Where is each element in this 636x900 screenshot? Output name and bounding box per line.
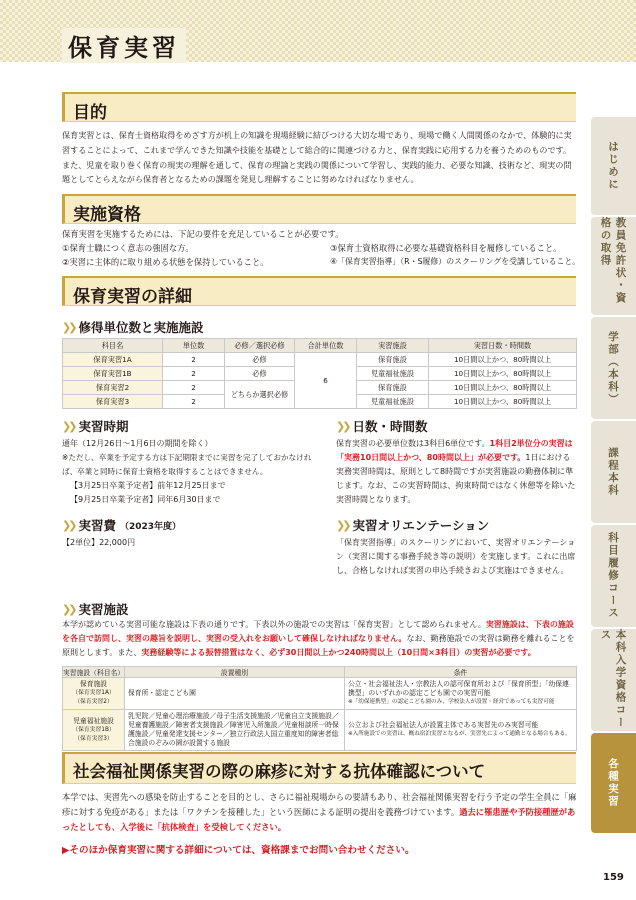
facility-name: 児童福祉施設 — [73, 716, 114, 725]
facility-subject: （保育実習3） — [74, 735, 113, 742]
cell-facility: 保育施設 — [357, 353, 429, 367]
period-line3: 【3月25日卒業予定者】前年12月25日まで — [70, 481, 226, 490]
units-heading — [62, 318, 203, 336]
col-units: 単位数 — [163, 339, 225, 353]
cell-units: 2 — [163, 367, 225, 381]
facility-heading — [62, 600, 128, 618]
cell-units: 2 — [163, 353, 225, 367]
cell-time: 10日間以上かつ、80時間以上 — [429, 353, 577, 367]
cell-condition — [345, 710, 577, 751]
col-condition: 条件 — [345, 667, 577, 678]
purpose-text: 保育実習とは、保育士資格取得をめざす方が机上の知識を現場経験に結びつける大切な場であり、現場で働く人間関係のなかで、体験的に実習することによって、これまで学んできた知識や技能を基礎として総合的に関連づける力と、保育実践に応用する力を養うためのものです。また、児童を取り巻く保育の現実の理解を通して、保育の理論と実践の関係について学習し、実践的能力、必要な知識、技術など、現実の問題としてとらえながら保育者となるための課題を発見し理解することに努めなければなりません。 — [62, 130, 572, 185]
units-header-row — [63, 339, 577, 353]
contact-note: ▶そのほか保育実習に関する詳細については、資格課までお問い合わせください。 — [62, 845, 415, 856]
period-line2: ※ただし、卒業を予定する方は下記期限までに実習を完了しておかなければ、卒業と同時に保育士資格を取得することはできません。 — [62, 453, 312, 476]
fee-heading-text: 実習費 — [78, 518, 116, 533]
condition-text: 公立および社会福祉法人が設置主体である実習先のみ実習可能 — [348, 721, 539, 729]
facility-text-2: 実習施設は、下表の施設を各自で訪問し、実習の趣旨を説明し、実習の受入れをお願いして確保しなければなりません。 — [62, 620, 574, 643]
chevron-icon: ❯❯ — [62, 419, 75, 433]
cell-time: 10日間以上かつ、80時間以上 — [429, 381, 577, 395]
cell-requirement: 必修 — [225, 367, 295, 381]
cell-facility: 児童福祉施設 — [357, 395, 429, 409]
cell-requirement: 必修 — [225, 353, 295, 367]
orientation-text: 「保育実習指導」のスクーリングにおいて、実習オリエンテーション（実習に関する事務手続き等の説明）を実施します。これに出席し、合格しなければ実習の申込手続きおよび実施はできません。 — [336, 538, 576, 575]
cell-time: 10日間以上かつ、80時間以上 — [429, 395, 577, 409]
facility-text-3: なお、勤務施設での実習は勤務を離れることを原則とします。また、 — [62, 634, 575, 657]
cell-subject: 保育実習2 — [63, 381, 163, 395]
cell-condition — [345, 678, 577, 710]
orientation-heading — [336, 516, 489, 534]
table-row — [63, 710, 577, 751]
table-row — [63, 678, 577, 710]
fee-text: 【2単位】22,000円 — [62, 538, 136, 547]
table-row — [63, 353, 577, 367]
days-text-2: 1科目2単位分の実習は「実務10日間以上かつ、80時間以上」が必要です。 — [336, 439, 573, 462]
antibody-text — [62, 790, 578, 835]
days-text-1: 保育実習の必要単位数は3科目6単位です。 — [336, 439, 490, 448]
cell-requirement: どちらか選択必修 — [225, 381, 295, 409]
section-heading-antibody: 社会福祉関係実習の際の麻疹に対する抗体確認について — [62, 752, 576, 784]
antibody-text-2: 過去に罹患歴や予防接種歴があったとしても、入学後に「抗体検査」を受検してください。 — [62, 807, 576, 832]
period-heading — [62, 417, 128, 435]
qualification-req3: ③保育士資格取得に必要な基礎資格科目を履修していること。 — [330, 243, 562, 253]
sidebar — [591, 117, 636, 835]
page-title: 保育実習 — [62, 28, 186, 63]
qualification-req4: ④「保育実習指導」（R・S履修）のスクーリングを受講していること。 — [330, 257, 581, 266]
col-facility-name: 実習施設（科目名） — [63, 667, 125, 678]
condition-note: ※「幼保連携型」の認定こども園のみ、学校法人が設置・経営であっても実習可能 — [348, 699, 555, 705]
col-facility: 実習施設 — [357, 339, 429, 353]
sidebar-item-intro[interactable]: はじめに — [591, 117, 636, 215]
section-heading-purpose: 目的 — [62, 92, 576, 122]
fee-heading-note: （2023年度） — [119, 521, 182, 532]
chevron-icon: ❯❯ — [62, 602, 75, 616]
units-heading-text: 修得単位数と実施施設 — [78, 320, 204, 335]
facility-heading-text: 実習施設 — [78, 602, 129, 617]
chevron-icon: ❯❯ — [62, 320, 75, 334]
facility-text-1: 本学が認めている実習可能な施設は下表の通りです。下表以外の施設での実習は「保育実習」として認められません。 — [62, 620, 486, 629]
orientation-heading-text: 実習オリエンテーション — [352, 518, 490, 533]
cell-facility-type: 保育所・認定こども園 — [125, 678, 345, 710]
qualification-req2: ②実習に主体的に取り組める状態を保持していること。 — [62, 257, 269, 267]
chevron-icon: ❯❯ — [336, 518, 349, 532]
section-heading-details: 保育実習の詳細 — [62, 276, 576, 306]
sidebar-item-practicum[interactable]: 各種実習 — [591, 733, 636, 833]
col-facility-type: 設置種別 — [125, 667, 345, 678]
sidebar-item-entry-course[interactable]: 本科入学資格コース — [591, 629, 636, 731]
col-subject: 科目名 — [63, 339, 163, 353]
facility-text-4: 実務経験等による振替措置はなく、必ず30日間以上かつ240時間以上（10日間×3科目）の実習が必要です。 — [141, 648, 536, 657]
cell-subject: 保育実習1B — [63, 367, 163, 381]
facility-text — [62, 618, 578, 660]
cell-facility-type: 乳児院／児童心理治療施設／母子生活支援施設／児童自立支援施設／児童養護施設／障害者支援施設／障害児入所施設／児童相談所一時保護施設／児童発達支援センター／独立行政法人国立重度知的障害者総合施設のぞみの園が設置する施設 — [125, 710, 345, 751]
facility-subject: （保育実習1B） — [72, 726, 115, 733]
condition-text: 公立・社会福祉法人・宗教法人の認可保育所および「保育所型」「幼保連携型」のいずれかの認定こども園での実習可能 — [348, 680, 569, 697]
facility-table — [62, 666, 577, 751]
qualification-intro: 保育実習を実施するためには、下記の要件を充足していることが必要です。 — [62, 229, 344, 239]
cell-facility-name — [63, 678, 125, 710]
facility-header-row — [63, 667, 577, 678]
col-total: 合計単位数 — [295, 339, 357, 353]
days-heading-text: 日数・時間数 — [352, 419, 428, 434]
facility-subject: （保育実習2） — [74, 699, 113, 705]
cell-subject: 保育実習1A — [63, 353, 163, 367]
cell-units: 2 — [163, 381, 225, 395]
cell-facility: 児童福祉施設 — [357, 367, 429, 381]
cell-subject: 保育実習3 — [63, 395, 163, 409]
cell-facility: 保育施設 — [357, 381, 429, 395]
chevron-icon: ❯❯ — [62, 518, 75, 532]
sidebar-item-faculty[interactable]: 学部（本科） — [591, 317, 636, 419]
period-line1: 通年（12月26日～1月6日の期間を除く） — [62, 439, 213, 448]
chevron-icon: ❯❯ — [336, 419, 349, 433]
period-heading-text: 実習時期 — [78, 419, 129, 434]
col-requirement: 必修／選択必修 — [225, 339, 295, 353]
antibody-text-1: 本学では、実習先への感染を防止することを目的とし、さらに福祉現場からの要請もあり、社会福祉関係実習を行う予定の学生全員に「麻疹に対する免疫がある」または「ワクチンを接種した」という医師による証明の提出を義務づけています。 — [62, 792, 577, 817]
units-table — [62, 338, 577, 409]
cell-units: 2 — [163, 395, 225, 409]
sidebar-item-license[interactable]: 教員免許状・資格の取得 — [591, 217, 636, 315]
cell-facility-name — [63, 710, 125, 751]
col-time: 実習日数・時間数 — [429, 339, 577, 353]
section-heading-qualification: 実施資格 — [62, 194, 576, 224]
days-text-3: 1日における実務実習時間は、原則として8時間ですが実習施設の勤務体制に準じます。なお、この実習時間は、拘束時間ではなく休憩等を除いた実習時間となります。 — [336, 453, 576, 504]
facility-name: 保育施設 — [79, 680, 108, 688]
qualification-req1: ①保育士職につく意志の強固な方。 — [62, 243, 194, 253]
days-heading — [336, 417, 427, 435]
days-text — [336, 437, 576, 507]
facility-subject: （保育実習1A） — [72, 690, 115, 696]
fee-heading — [62, 516, 181, 534]
page-number: 159 — [603, 872, 624, 883]
cell-total: 6 — [295, 353, 357, 409]
cell-time: 10日間以上かつ、80時間以上 — [429, 367, 577, 381]
sidebar-item-course[interactable]: 課程本科 — [591, 421, 636, 523]
period-line4: 【9月25日卒業予定者】同年6月30日まで — [70, 495, 221, 504]
condition-note: ※入所施設での実習は、概ね宿泊実習となるが、実習先によって通勤となる場合もある。 — [348, 731, 571, 737]
sidebar-item-subject-course[interactable]: 科目履修コース — [591, 525, 636, 627]
